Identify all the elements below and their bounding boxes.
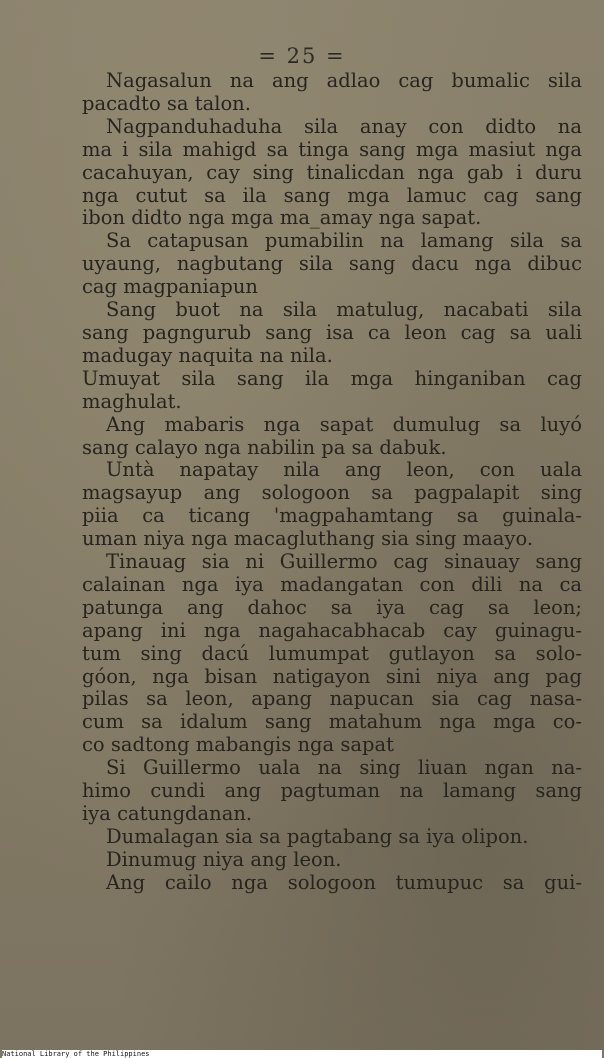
text-line: Dumalagan sia sa pagtabang sa iya olipon. [106,824,529,848]
text-line: Ang mabaris nga sapat dumulug sa luyó [106,412,582,436]
text-line: apang ini nga nagahacabhacab cay guinagu- [82,618,582,642]
text-line: Untà napatay nila ang leon, con uala [106,458,582,482]
text-line: Dinumug niya ang leon. [106,847,342,871]
text-line: sang pagngurub sang isa ca leon cag sa uali [82,320,582,344]
text-line: pilas sa leon, apang napucan sia cag nasa- [82,687,582,711]
text-line: Umuyat sila sang ila mga hinganiban cag [82,366,582,390]
text-line: piia ca ticang 'magpahamtang sa guinala- [82,504,582,528]
page-number: = 25 = [258,44,346,68]
text-line: iya catungdanan. [82,802,253,825]
text-line: cum sa idalum sang matahum nga mga co- [82,710,582,734]
text-line: pacadto sa talon. [82,91,251,115]
text-line: patunga ang dahoc sa iya cag sa leon; [82,595,582,619]
text-line: ibon didto nga mga ma_amay nga sapat. [82,206,482,230]
text-line: cacahuyan, cay sing tinalicdan nga gab i duru [82,160,582,184]
text-line: Si Guillermo uala na sing liuan ngan na- [106,756,582,780]
text-line: cag magpaniapun [82,275,258,299]
text-line: Nagasalun na ang adlao cag bumalic sila [106,69,582,92]
text-line: Ang cailo nga sologoon tumupuc sa gui- [106,870,582,894]
text-line: Sang buot na sila matulug, nacabati sila [106,298,582,322]
text-line: góon, nga bisan natigayon sini niya ang pag [82,664,582,688]
text-line: madugay naquita na nila. [82,343,333,367]
text-line: nga cutut sa ila sang mga lamuc cag sang [82,183,582,207]
body-text [82,70,582,895]
text-line: maghulat. [82,389,182,413]
text-line: Sa catapusan pumabilin na lamang sila sa [106,229,582,253]
text-line: magsayup ang sologoon sa pagpalapit sing [82,481,582,505]
text-line: Tinauag sia ni Guillermo cag sinauay sang [106,550,582,574]
text-line: co sadtong mabangis nga sapat [82,733,394,757]
text-line: calainan nga iya madangatan con dili na ca [82,572,582,596]
text-line: uyaung, nagbutang sila sang dacu nga dibuc [82,252,582,276]
text-line: uman niya nga macagluthang sia sing maayo. [82,527,534,551]
text-line: Nagpanduhaduha sila anay con didto na [106,114,582,138]
footer-credit: National Library of the Philippines [2,1050,602,1058]
text-line: himo cundi ang pagtuman na lamang sang [82,779,582,803]
text-line: sang calayo nga nabilin pa sa dabuk. [82,435,447,459]
text-line: tum sing dacú lumumpat gutlayon sa solo- [82,641,582,665]
text-line: ma i sila mahigd sa tinga sang mga masiut nga [82,137,582,161]
